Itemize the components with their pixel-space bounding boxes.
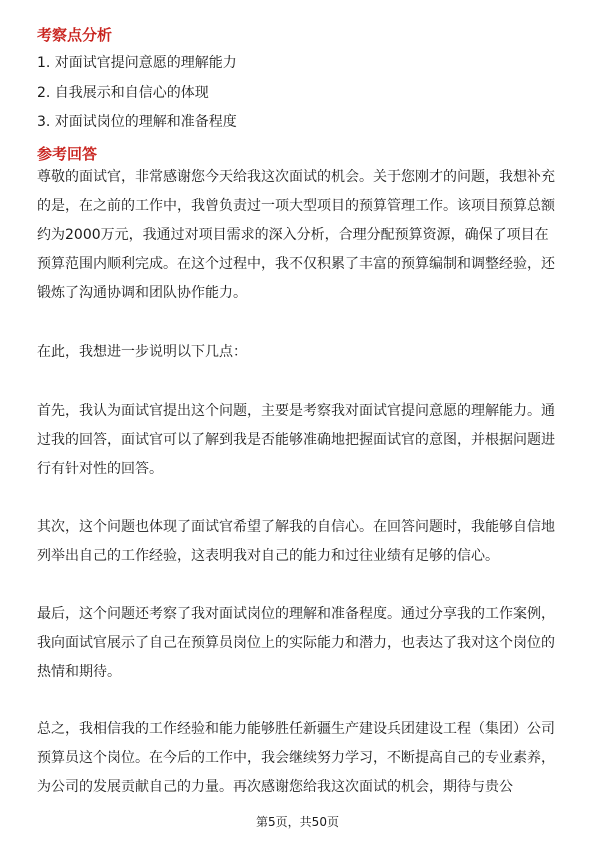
analysis-heading: 考察点分析	[37, 26, 113, 44]
answer-heading: 参考回答	[37, 145, 98, 163]
answer-paragraph-conclusion: 总之，我相信我的工作经验和能力能够胜任新疆生产建设兵团建设工程（集团）公司预算员这个岗位。在今后的工作中，我会继续努力学习，不断提高自己的专业素养，为公司的发展贡献自己的力量。再次感谢您给我这次面试的机会，期待与贵公	[37, 721, 555, 795]
answer-paragraph-first: 首先，我认为面试官提出这个问题，主要是考察我对面试官提问意愿的理解能力。通过我的回答，面试官可以了解到我是否能够准确地把握面试官的意图，并根据问题进行有针对性的回答。	[37, 403, 555, 477]
page-number: 第5页，共50页	[256, 815, 339, 829]
analysis-item-1: 1. 对面试官提问意愿的理解能力	[37, 55, 237, 71]
answer-paragraph-last: 最后，这个问题还考察了我对面试岗位的理解和准备程度。通过分享我的工作案例，我向面试官展示了自己在预算员岗位上的实际能力和潜力，也表达了我对这个岗位的热情和期待。	[37, 606, 555, 680]
answer-paragraph-points: 在此，我想进一步说明以下几点：	[37, 344, 247, 360]
answer-paragraph-intro: 尊敬的面试官，非常感谢您今天给我这次面试的机会。关于您刚才的问题，我想补充的是，在之前的工作中，我曾负责过一项大型项目的预算管理工作。该项目预算总额约为2000万元，我通过对项目需求的深入分析，合理分配预算资源，确保了项目在预算范围内顺利完成。在这个过程中，我不仅积累了丰富的预算编制和调整经验，还锻炼了沟通协调和团队协作能力。	[37, 169, 555, 301]
analysis-item-2: 2. 自我展示和自信心的体现	[37, 85, 209, 101]
answer-paragraph-second: 其次，这个问题也体现了面试官希望了解我的自信心。在回答问题时，我能够自信地列举出自己的工作经验，这表明我对自己的能力和过往业绩有足够的信心。	[37, 519, 555, 564]
analysis-item-3: 3. 对面试岗位的理解和准备程度	[37, 114, 237, 130]
